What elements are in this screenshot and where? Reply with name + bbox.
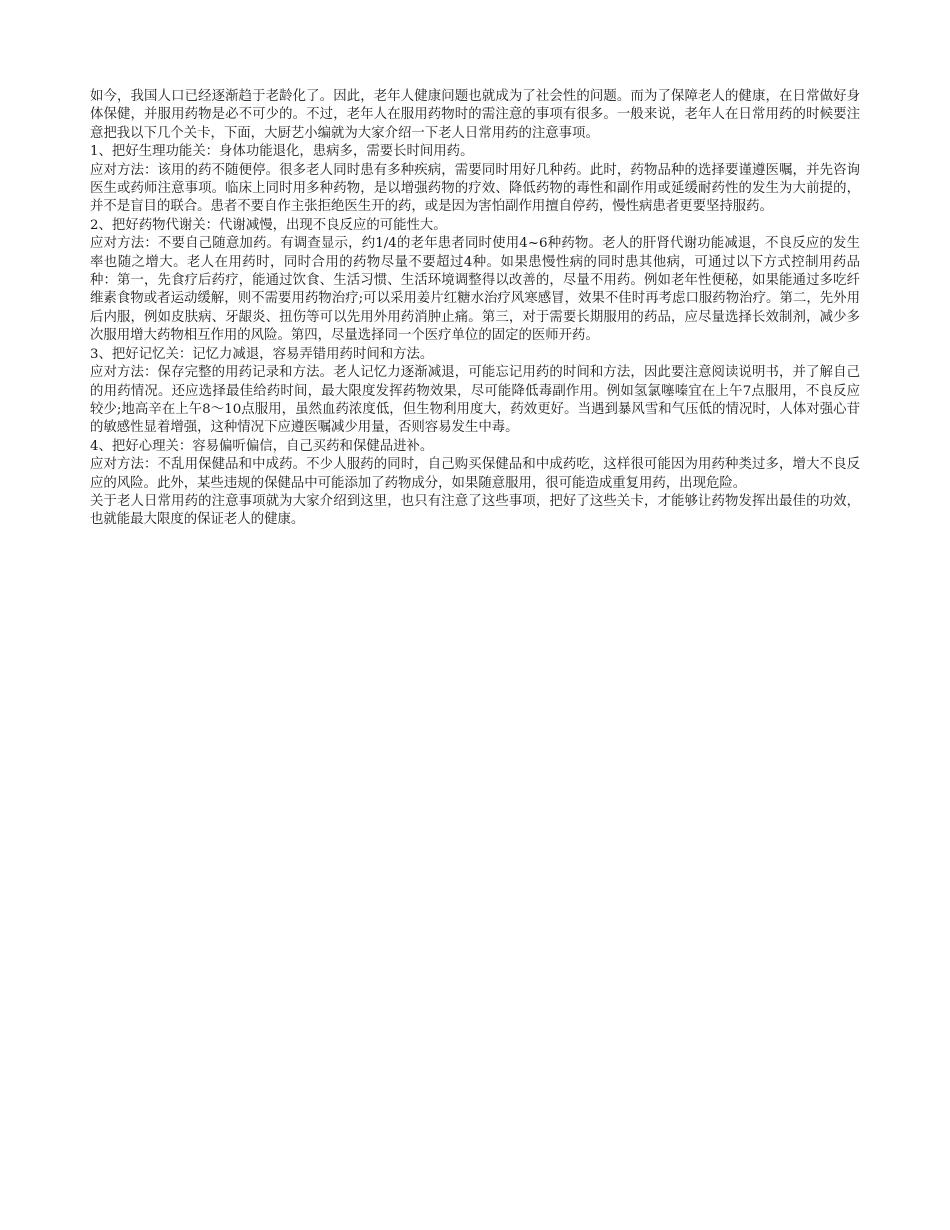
section-heading-physiology: 1、把好生理功能关：身体功能退化，患病多，需要长时间用药。 (90, 144, 474, 160)
conclusion-paragraph: 关于老人日常用药的注意事项就为大家介绍到这里，也只有注意了这些事项，把好了这些关卡，才能够让药物发挥出最佳的功效，也就能最大限度的保证老人的健康。 (90, 493, 860, 528)
section-heading-metabolism: 2、把好药物代谢关：代谢减慢，出现不良反应的可能性大。 (90, 217, 447, 233)
section-body-physiology: 应对方法：该用的药不随便停。很多老人同时患有多种疾病，需要同时用好几种药。此时，药物品种的选择要谨遵医嘱，并先咨询医生或药师注意事项。临床上同时用多种药物，是以增强药物的疗效、降低药物的毒性和副作用或延缓耐药性的发生为大前提的，并不是盲目的联合。患者不要自作主张拒绝医生开的药，或是因为害怕副作用擅自停药，慢性病患者更要坚持服药。 (90, 162, 860, 215)
section-body-memory: 应对方法：保存完整的用药记录和方法。老人记忆力逐渐减退，可能忘记用药的时间和方法，因此要注意阅读说明书，并了解自己的用药情况。还应选择最佳给药时间，最大限度发挥药物效果，尽可能降低毒副作用。例如氢氯噻嗪宜在上午7点服用，不良反应较少;地高辛在上午8～10点服用，虽然血药浓度低，但生物利用度大，药效更好。当遇到暴风雪和气压低的情况时，人体对强心苷的敏感性显着增强，这种情况下应遵医嘱减少用量，否则容易发生中毒。 (90, 365, 860, 436)
section-heading-psychology: 4、把好心理关：容易偏听偏信，自己买药和保健品进补。 (90, 438, 434, 454)
article-body (90, 88, 860, 530)
section-body-psychology: 应对方法：不乱用保健品和中成药。不少人服药的同时，自己购买保健品和中成药吃，这样很可能因为用药种类过多，增大不良反应的风险。此外，某些违规的保健品中可能添加了药物成分，如果随意服用，很可能造成重复用药，出现危险。 (90, 457, 860, 491)
section-heading-memory: 3、把好记忆关：记忆力减退，容易弄错用药时间和方法。 (90, 346, 434, 362)
section-body-metabolism: 应对方法：不要自己随意加药。有调查显示，约1/4的老年患者同时使用4~6种药物。老人的肝肾代谢功能减退，不良反应的发生率也随之增大。老人在用药时，同时合用的药物尽量不要超过4种。如果患慢性病的同时患其他病，可通过以下方式控制用药品种：第一，先食疗后药疗，能通过饮食、生活习惯、生活环境调整得以改善的，尽量不用药。例如老年性便秘，如果能通过多吃纤维素食物或者运动缓解，则不需要用药物治疗;可以采用姜片红糖水治疗风寒感冒，效果不佳时再考虑口服药物治疗。第二，先外用后内服，例如皮肤病、牙龈炎、扭伤等可以先用外用药消肿止痛。第三，对于需要长期服用的药品，应尽量选择长效制剂，减少多次服用增大药物相互作用的风险。第四，尽量选择同一个医疗单位的固定的医师开药。 (90, 236, 860, 344)
intro-paragraph: 如今，我国人口已经逐渐趋于老龄化了。因此，老年人健康问题也就成为了社会性的问题。而为了保障老人的健康，在日常做好身体保健，并服用药物是必不可少的。不过，老年人在服用药物时的需注意的事项有很多。一般来说，老年人在日常用药的时候要注意把我以下几个关卡，下面，大厨艺小编就为大家介绍一下老人日常用药的注意事项。 (90, 89, 860, 141)
